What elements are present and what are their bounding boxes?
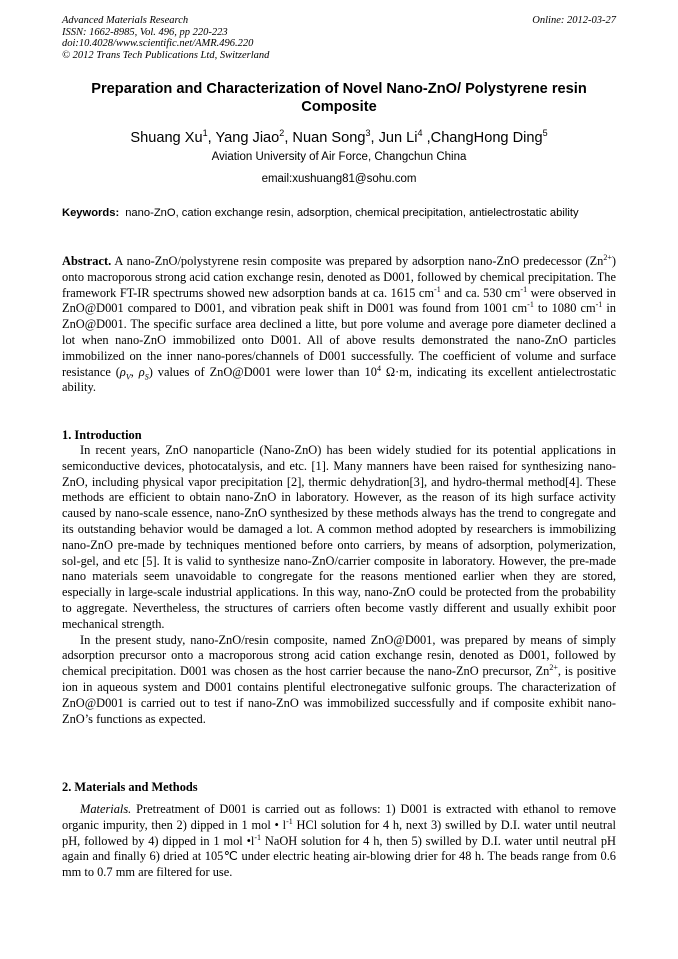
author: Yang Jiao$^2$, [215, 128, 293, 146]
intro-paragraph-1: In recent years, ZnO nanoparticle (Nano-ZnO) has been widely studied for its potential applications in semiconductive devices, photocatalysis, and etc. [1]. Many manners have been raised for synthesizing nano-ZnO, including physical vapor precipitation [2], thermic dehydration[3], and hydro-thermal method[4]. These methods are efficient to obtain nano-ZnO in laboratory. However, as the reason of its high surface activity caused by nano-scale essence, nano-ZnO synthesized by these methods always has the trend to congregate and its outstanding behavior would be damaged a lot. A common method adopted by researchers is immobilizing nano-ZnO pre-made by techniques mentioned before onto carriers, by means of adsorption, polymerization, sol-gel, and etc [5]. It is valid to synthesize nano-ZnO/carrier composite in laboratory. However, the pre-made nano materials seem unavoidable to congregate for the reasons mentioned earlier when they are stored, especially in large-scale industrial applications. In this way, nano-ZnO could be protected from the probability to aggregate. Nevertheless, the structures of carriers often become vastly different and usually exhibit poor mechanical strength. [62, 443, 616, 631]
section-heading-materials-methods: 2. Materials and Methods [62, 780, 198, 794]
affiliation: Aviation University of Air Force, Changchun China [211, 151, 467, 163]
online-date: Online: 2012-03-27 [532, 15, 616, 26]
materials-paragraph: Materials. Pretreatment of D001 is carried out as follows: 1) D001 is extracted with ethanol to remove organic impurity, then 2) dipped in 1 mol • $l^{-1}$ HCl solution for 4 h, next 3) swilled by D.I. water until neutral pH, followed by 4) dipped in 1 mol $•l^{-1}$ NaOH solution for 4 h, then 5) swilled by D.I. water until neutral pH again and finally 6) dried at 105℃ under electric heating air-blowing drier for 48 h. The beads range from 0.6 mm to 0.7 mm are filtered for use. [62, 802, 616, 880]
author: Jun Li$^4$ , [378, 128, 431, 146]
journal-issn: ISSN: 1662-8985, Vol. 496, pp 220-223 [62, 26, 228, 38]
abstract: Abstract. A nano-ZnO/polystyrene resin composite was prepared by adsorption nano-ZnO predecessor $(Zn^{2+})$ onto macroporous strong acid cation exchange resin, denoted as D001, followed by chemical precipitation. The framework FT-IR spectrums showed new adsorption bands at ca. 1615 $cm^{-1}$ and ca. 530 $cm^{-1}$ were observed in ZnO@D001 compared to D001, and vibration peak shift in D001 was found from 1001 $cm^{-1}$ to 1080 $cm^{-1}$ in ZnO@D001. The specific surface area declined a litte, but pore volume and average pore diameter declined a lot when nano-ZnO immobilized onto D001. All of above results demonstrated the nano-ZnO particles immobilized on the inner nano-pores/channels of D001 successfully. The coefficient of volume and surface resistance ($\rho_V$, $\rho_S$) values of ZnO@D001 were lower than $10^4$ Ω·m, indicating its excellent antielectrostatic ability. [62, 252, 617, 395]
journal-doi: doi:10.4028/www.scientific.net/AMR.496.220 [62, 38, 254, 49]
intro-paragraph-2: In the present study, nano-ZnO/resin composite, named ZnO@D001, was prepared by means of simply adsorption precursor onto a macroporous strong acid cation exchange resin, denoted as D001, followed by chemical precipitation. D001 was chosen as the host carrier because the nano-ZnO precursor, $Zn^{2+}$, is positive ion in aqueous system and D001 contains plentiful electronegative sulfonic groups. The characterization of ZnO@D001 is carried out to test if nano-ZnO was immobilized successfully and if composite exhibit nano-ZnO’s functions as expected. [62, 632, 616, 726]
materials-body [62, 802, 616, 881]
keywords-label: Keywords: [62, 207, 120, 219]
journal-name: Advanced Materials Research [62, 15, 189, 26]
author: Shuang Xu$^1$, [130, 128, 216, 146]
contact-email: email:xushuang81@sohu.com [261, 173, 417, 185]
title-line-1: Preparation and Characterization of Novel Nano-ZnO/ Polystyrene resin [91, 81, 587, 97]
introduction-body [62, 443, 616, 727]
keywords-text: nano-ZnO, cation exchange resin, adsorption, chemical precipitation, antielectrostatic ability [125, 207, 579, 219]
journal-header [62, 15, 269, 61]
keywords [62, 206, 616, 221]
author: ChangHong Ding$^5$ [430, 128, 548, 146]
author-list [62, 124, 616, 147]
author: Nuan Song$^3$, [292, 128, 379, 146]
abstract-label: Abstract. [62, 254, 112, 268]
paper-title [62, 80, 616, 116]
section-heading-introduction: 1. Introduction [62, 428, 142, 442]
title-line-2: Composite [301, 99, 377, 115]
journal-copyright: © 2012 Trans Tech Publications Ltd, Switzerland [62, 49, 270, 61]
